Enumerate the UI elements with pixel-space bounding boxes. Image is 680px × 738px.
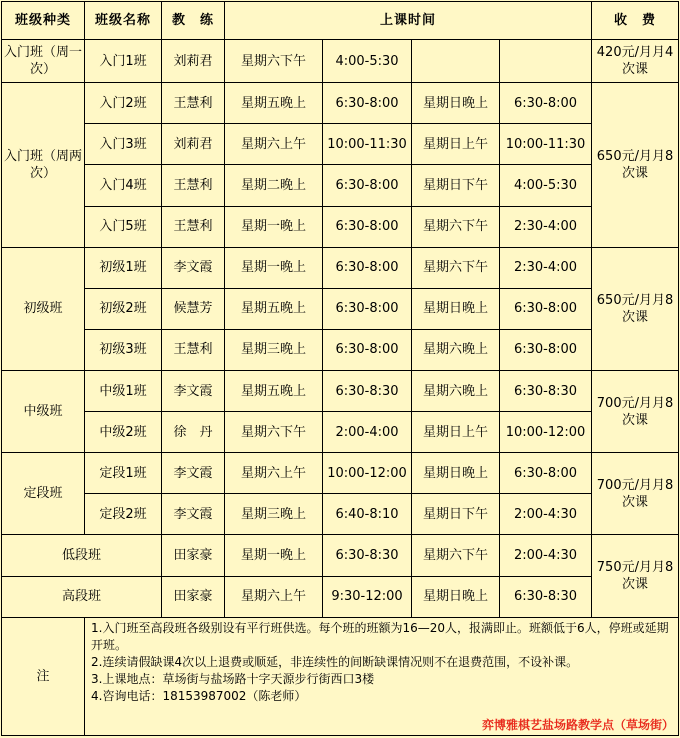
fee-low-high: 750元/月月8次课 xyxy=(592,535,679,617)
day1-cell: 星期五晚上 xyxy=(225,83,323,124)
day2-cell: 星期日晚上 xyxy=(412,83,500,124)
time2-cell: 6:30-8:30 xyxy=(500,370,592,411)
class-name-cell: 入门4班 xyxy=(85,165,162,206)
table-row xyxy=(2,576,679,617)
time2-cell: 10:00-12:00 xyxy=(500,412,592,453)
day2-cell: 星期六晚上 xyxy=(412,329,500,370)
fee-junior: 650元/月月8次课 xyxy=(592,247,679,370)
table-row xyxy=(2,83,679,124)
time2-cell: 2:00-4:30 xyxy=(500,535,592,576)
time2-cell: 6:30-8:00 xyxy=(500,288,592,329)
schedule-table xyxy=(1,1,679,736)
table-row xyxy=(2,329,679,370)
category-high: 高段班 xyxy=(2,576,162,617)
time2-cell: 2:00-4:30 xyxy=(500,494,592,535)
category-intro-once: 入门班（周一次） xyxy=(2,40,85,83)
time1-cell: 6:40-8:10 xyxy=(323,494,412,535)
time2-cell: 4:00-5:30 xyxy=(500,165,592,206)
day2-cell: 星期日上午 xyxy=(412,412,500,453)
table-row xyxy=(2,40,679,83)
day1-cell: 星期一晚上 xyxy=(225,206,323,247)
day2-cell: 星期日上午 xyxy=(412,124,500,165)
day1-cell: 星期五晚上 xyxy=(225,288,323,329)
day1-cell: 星期二晚上 xyxy=(225,165,323,206)
class-name-cell: 入门5班 xyxy=(85,206,162,247)
day2-cell: 星期日晚上 xyxy=(412,453,500,494)
class-name-cell: 中级2班 xyxy=(85,412,162,453)
time1-cell: 6:30-8:00 xyxy=(323,329,412,370)
teacher-cell: 李文霞 xyxy=(162,494,225,535)
teacher-cell: 田家豪 xyxy=(162,576,225,617)
time2-cell: 6:30-8:30 xyxy=(500,576,592,617)
note-line-1: 1.入门班至高段班各级别设有平行班供选。每个班的班额为16—20人，报满即止。班额低于6人，停班或延期开班。 xyxy=(91,620,669,652)
time2-cell xyxy=(500,40,592,83)
time1-cell: 6:30-8:00 xyxy=(323,83,412,124)
time2-cell: 2:30-4:00 xyxy=(500,247,592,288)
header-row xyxy=(2,2,679,40)
time1-cell: 6:30-8:00 xyxy=(323,247,412,288)
day2-cell: 星期六晚上 xyxy=(412,370,500,411)
day2-cell: 星期六下午 xyxy=(412,247,500,288)
teacher-cell: 王慧利 xyxy=(162,206,225,247)
day1-cell: 星期五晚上 xyxy=(225,370,323,411)
class-name-cell: 初级1班 xyxy=(85,247,162,288)
time2-cell: 2:30-4:00 xyxy=(500,206,592,247)
teacher-cell: 李文霞 xyxy=(162,247,225,288)
header-fee: 收 费 xyxy=(592,2,679,40)
table-row xyxy=(2,165,679,206)
table-row xyxy=(2,370,679,411)
day1-cell: 星期六上午 xyxy=(225,124,323,165)
header-category: 班级种类 xyxy=(2,2,85,40)
day2-cell: 星期日晚上 xyxy=(412,288,500,329)
category-dan: 定段班 xyxy=(2,453,85,535)
teacher-cell: 王慧利 xyxy=(162,83,225,124)
table-row xyxy=(2,288,679,329)
time1-cell: 10:00-12:00 xyxy=(323,453,412,494)
time1-cell: 6:30-8:30 xyxy=(323,370,412,411)
class-name-cell: 初级2班 xyxy=(85,288,162,329)
time2-cell: 6:30-8:00 xyxy=(500,83,592,124)
fee-intro-once: 420元/月月4次课 xyxy=(592,40,679,83)
fee-intro-twice: 650元/月月8次课 xyxy=(592,83,679,247)
day2-cell: 星期日下午 xyxy=(412,494,500,535)
category-intro-twice: 入门班（周两次） xyxy=(2,83,85,247)
class-name-cell: 定段2班 xyxy=(85,494,162,535)
day2-cell xyxy=(412,40,500,83)
header-teacher: 教 练 xyxy=(162,2,225,40)
teacher-cell: 候慧芳 xyxy=(162,288,225,329)
time1-cell: 10:00-11:30 xyxy=(323,124,412,165)
table-row xyxy=(2,535,679,576)
table-row xyxy=(2,247,679,288)
footer-location: 弈博雅棋艺盐场路教学点（草场街） xyxy=(482,718,675,732)
fee-dan: 700元/月月8次课 xyxy=(592,453,679,535)
teacher-cell: 李文霞 xyxy=(162,370,225,411)
class-name-cell: 入门1班 xyxy=(85,40,162,83)
day1-cell: 星期六下午 xyxy=(225,412,323,453)
time1-cell: 6:30-8:00 xyxy=(323,288,412,329)
category-junior: 初级班 xyxy=(2,247,85,370)
teacher-cell: 徐 丹 xyxy=(162,412,225,453)
time2-cell: 6:30-8:00 xyxy=(500,329,592,370)
class-name-cell: 中级1班 xyxy=(85,370,162,411)
day1-cell: 星期六上午 xyxy=(225,453,323,494)
teacher-cell: 刘莉君 xyxy=(162,40,225,83)
teacher-cell: 王慧利 xyxy=(162,165,225,206)
day1-cell: 星期三晚上 xyxy=(225,494,323,535)
table-row xyxy=(2,494,679,535)
note-line-4: 4.咨询电话：18153987002（陈老师） xyxy=(91,688,307,703)
teacher-cell: 王慧利 xyxy=(162,329,225,370)
table-row xyxy=(2,453,679,494)
time2-cell: 6:30-8:00 xyxy=(500,453,592,494)
class-name-cell: 初级3班 xyxy=(85,329,162,370)
teacher-cell: 田家豪 xyxy=(162,535,225,576)
time1-cell: 4:00-5:30 xyxy=(323,40,412,83)
table-row xyxy=(2,206,679,247)
time1-cell: 6:30-8:00 xyxy=(323,165,412,206)
day1-cell: 星期三晚上 xyxy=(225,329,323,370)
day1-cell: 星期六下午 xyxy=(225,40,323,83)
note-line-3: 3.上课地点：草场街与盐场路十字天源步行街西口3楼 xyxy=(91,671,375,686)
day1-cell: 星期一晚上 xyxy=(225,247,323,288)
header-class-name: 班级名称 xyxy=(85,2,162,40)
table-row xyxy=(2,412,679,453)
class-name-cell: 入门2班 xyxy=(85,83,162,124)
notes-label: 注 xyxy=(2,617,85,735)
teacher-cell: 刘莉君 xyxy=(162,124,225,165)
category-low: 低段班 xyxy=(2,535,162,576)
day1-cell: 星期一晚上 xyxy=(225,535,323,576)
note-line-2: 2.连续请假缺课4次以上退费或顺延，非连续性的间断缺课情况则不在退费范围，不设补课。 xyxy=(91,654,579,669)
time1-cell: 2:00-4:00 xyxy=(323,412,412,453)
header-time: 上课时间 xyxy=(225,2,592,40)
table-row xyxy=(2,124,679,165)
time1-cell: 6:30-8:00 xyxy=(323,206,412,247)
time1-cell: 6:30-8:30 xyxy=(323,535,412,576)
teacher-cell: 李文霞 xyxy=(162,453,225,494)
notes-row xyxy=(2,617,679,735)
class-name-cell: 定段1班 xyxy=(85,453,162,494)
day2-cell: 星期日下午 xyxy=(412,165,500,206)
day2-cell: 星期六下午 xyxy=(412,535,500,576)
day1-cell: 星期六上午 xyxy=(225,576,323,617)
fee-middle: 700元/月月8次课 xyxy=(592,370,679,452)
notes-cell xyxy=(85,617,679,735)
day2-cell: 星期六下午 xyxy=(412,206,500,247)
class-name-cell: 入门3班 xyxy=(85,124,162,165)
time1-cell: 9:30-12:00 xyxy=(323,576,412,617)
time2-cell: 10:00-11:30 xyxy=(500,124,592,165)
category-middle: 中级班 xyxy=(2,370,85,452)
day2-cell: 星期日晚上 xyxy=(412,576,500,617)
